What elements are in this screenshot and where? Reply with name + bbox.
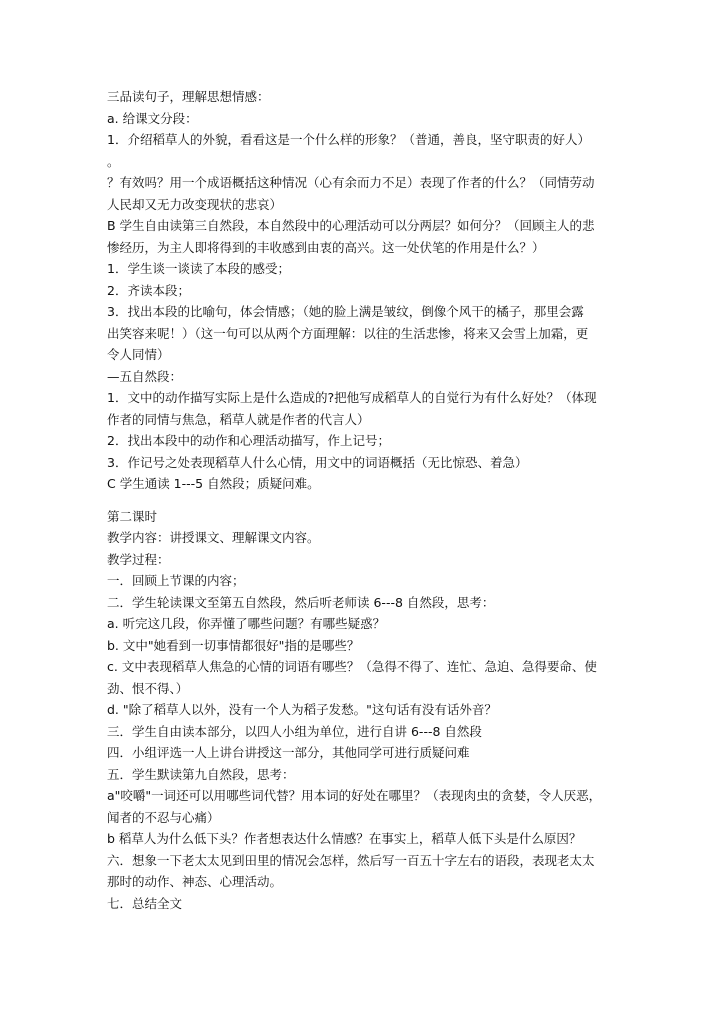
text-line: 2．找出本段中的动作和心理活动描写，作上记号； [107,433,390,448]
text-line: B 学生自由读第三自然段，本自然段中的心理活动可以分两层？如何分？（回顾主人的悲 [107,218,595,233]
text-line: a. 听完这几段，你弄懂了哪些问题？有哪些疑惑？ [107,616,386,631]
text-line: 人民却又无力改变现状的悲哀） [107,196,283,212]
section-heading: 第二课时 [107,508,158,524]
document-page [107,86,617,914]
text-line: C 学生通读 1---5 自然段；质疑问难。 [107,476,320,491]
text-line: b. 文中"她看到一切事情都很好"指的是哪些？ [107,637,360,653]
text-line: 闻者的不忍与心痛） [107,809,220,825]
text-line: 1．介绍稻草人的外貌，看看这是一个什么样的形象？（普通，善良，坚守职责的好人） [107,132,590,147]
text-line: 3．作记号之处表现稻草人什么心情，用文中的词语概括（无比惊恐、着急） [107,454,528,470]
text-line: d. "除了稻草人以外，没有一个人为稻子发愁。"这句话有没有话外音？ [107,702,497,717]
text-line: a"咬嚼"一词还可以用哪些词代替？用本词的好处在哪里？（表现肉虫的贪婪，令人厌恶， [107,788,602,803]
text-line: 教学内容：讲授课文、理解课文内容。 [107,530,320,545]
text-line: 出笑容来呢！）（这一句可以从两个方面理解：以往的生活悲惨，将来又会雪上加霜，更 [107,325,589,341]
text-line: 1．学生谈一谈读了本段的感受； [107,261,290,276]
text-line: 七．总结全文 [107,895,183,911]
text-line: 三品读句子，理解思想情感： [107,89,270,104]
text-line: 那时的动作、神态、心理活动。 [107,874,283,889]
text-line: 五．学生默读第九自然段，思考： [107,766,295,782]
text-line: 二．学生轮读课文至第五自然段，然后听老师读 6---8 自然段，思考： [107,594,495,610]
text-line: 一．回顾上节课的内容； [107,573,245,588]
text-line: 教学过程： [107,551,170,567]
text-line: —五自然段： [107,368,183,384]
text-line: 。 [107,153,120,169]
text-line: 作者的同情与焦急，稻草人就是作者的代言人） [107,411,370,427]
text-line: 四．小组评选一人上讲台讲授这一部分，其他同学可进行质疑问难 [107,745,470,760]
text-line: 六．想象一下老太太见到田里的情况会怎样，然后写一百五十字左右的语段，表现老太太 [107,852,595,868]
paragraph-gap [107,495,617,506]
text-line: 三．学生自由读本部分，以四人小组为单位，进行自讲 6---8 自然段 [107,723,482,739]
text-line: 1．文中的动作描写实际上是什么造成的?把他写成稻草人的自觉行为有什么好处？（体现 [107,390,597,405]
text-line: 3．找出本段的比喻句，体会情感；（她的脸上满是皱纹，倒像个风干的橘子，那里会露 [107,304,584,319]
text-line: 劲、恨不得、） [107,680,189,696]
text-line: 惨经历，为主人即将得到的丰收感到由衷的高兴。这一处伏笔的作用是什么？） [107,239,545,255]
text-line: ？有效吗？用一个成语概括这种情况（心有余而力不足）表现了作者的什么？（同情劳动 [107,175,595,190]
text-line: 2．齐读本段； [107,282,190,298]
text-line: c. 文中表现稻草人焦急的心情的词语有哪些？（急得不得了、连忙、急迫、急得要命、使 [107,659,597,674]
text-line: b 稻草人为什么低下头？作者想表达什么情感？在事实上，稻草人低下头是什么原因？ [107,831,582,846]
text-line: a. 给课文分段： [107,110,198,126]
text-line: 令人同情） [107,347,170,362]
